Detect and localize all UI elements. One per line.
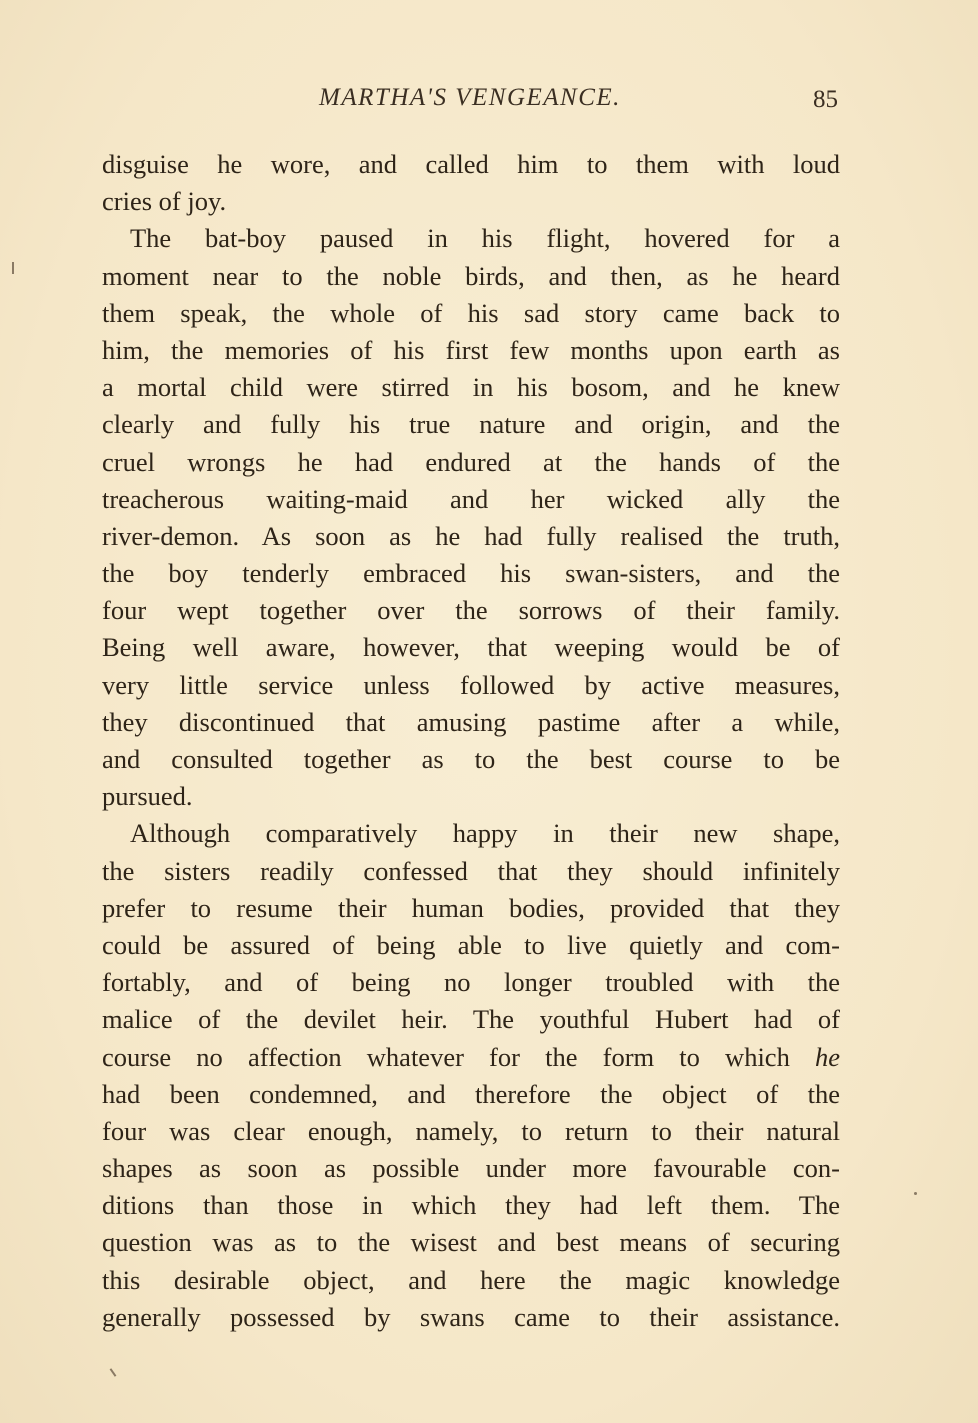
text-line: ditions than those in which they had left them. The: [102, 1190, 840, 1221]
text-line: question was as to the wisest and best means of securing: [102, 1227, 840, 1258]
text-line: four wept together over the sorrows of their family.: [102, 595, 840, 626]
text-line: and consulted together as to the best course to be: [102, 744, 840, 774]
text-line: river-demon. As soon as he had fully realised the truth,: [102, 520, 840, 551]
text-line: The bat-boy paused in his flight, hovered for a: [130, 223, 840, 254]
text-line: had been condemned, and therefore the object of the: [102, 1078, 840, 1109]
text-line: treacherous waiting-maid and her wicked ally the: [102, 483, 840, 514]
text-line: clearly and fully his true nature and origin, and the: [102, 409, 840, 440]
margin-speck: [12, 262, 14, 274]
text-line: him, the memories of his first few months upon earth as: [102, 334, 840, 365]
text-line: a mortal child were stirred in his bosom, and he knew: [102, 372, 840, 403]
text-line: the sisters readily confessed that they should infinitely: [102, 855, 840, 886]
text-line: cruel wrongs he had endured at the hands of the: [102, 446, 840, 477]
text-line: generally possessed by swans came to their assistance.: [102, 1301, 840, 1332]
text-line: them speak, the whole of his sad story came back to: [102, 297, 840, 328]
text-line: fortably, and of being no longer troubled with the: [102, 967, 840, 998]
text-line: disguise he wore, and called him to them with loud: [102, 149, 840, 179]
running-head: [102, 84, 838, 124]
margin-speck: [110, 1368, 117, 1377]
line-text: course no affection whatever for the form to which: [102, 1041, 790, 1072]
text-line: could be assured of being able to live quietly and com-: [102, 929, 840, 960]
text-line: moment near to the noble birds, and then, as he heard: [102, 260, 840, 291]
text-line: pursued.: [102, 781, 193, 812]
text-line: four was clear enough, namely, to return to their natural: [102, 1115, 840, 1146]
text-line: this desirable object, and here the magic knowledge: [102, 1264, 840, 1295]
text-line: the boy tenderly embraced his swan-sisters, and the: [102, 558, 840, 589]
margin-speck: [914, 1192, 917, 1195]
text-line: malice of the devilet heir. The youthful Hubert had of: [102, 1004, 840, 1035]
text-line: Being well aware, however, that weeping would be of: [102, 632, 840, 663]
page-number: 85: [813, 86, 838, 113]
text-line: cries of joy.: [102, 186, 227, 217]
text-line: Although comparatively happy in their new shape,: [130, 818, 840, 849]
italic-word: he: [814, 1041, 840, 1072]
text-line-with-italic: [102, 1039, 840, 1076]
text-line: they discontinued that amusing pastime after a while,: [102, 706, 840, 737]
text-line: very little service unless followed by active measures,: [102, 669, 840, 700]
text-line: shapes as soon as possible under more favourable con-: [102, 1153, 840, 1184]
chapter-title: MARTHA'S VENGEANCE.: [319, 84, 621, 111]
text-line: prefer to resume their human bodies, provided that they: [102, 892, 840, 923]
body-text: [102, 146, 840, 1336]
